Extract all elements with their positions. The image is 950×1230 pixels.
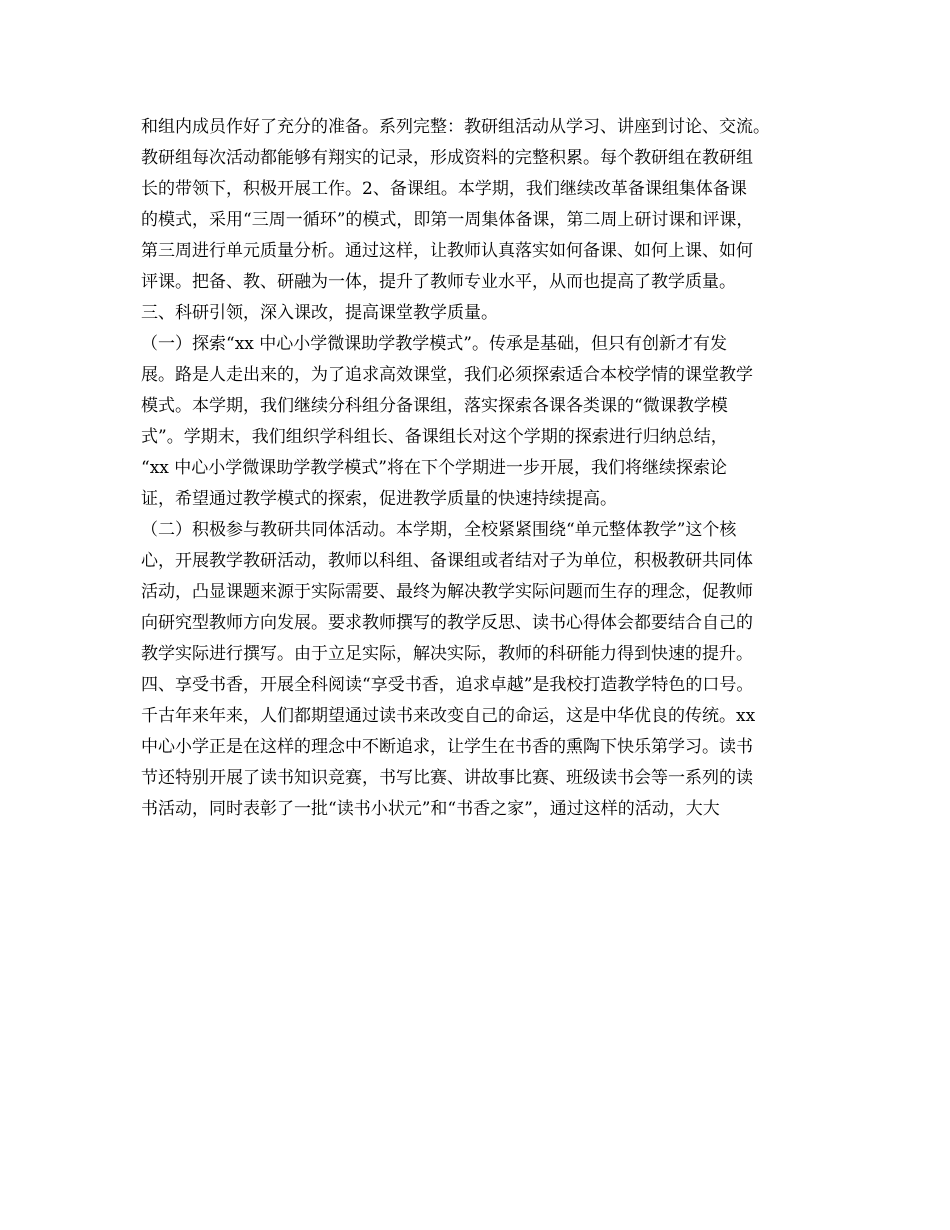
text-line: 教研组每次活动都能够有翔实的记录，形成资料的完整积累。每个教研组在教研组 (141, 148, 753, 168)
text-line: 长的带领下，积极开展工作。2、备课组。本学期，我们继续改革备课组集体备课 (141, 179, 747, 199)
text-line: 模式。本学期，我们继续分科组分备课组，落实探索各课各类课的“微课教学模 (141, 396, 728, 416)
text-line: 证，希望通过教学模式的探索，促进教学质量的快速持续提高。 (141, 489, 617, 509)
text-line: 书活动，同时表彰了一批“读书小状元”和“书香之家”，通过这样的活动，大大 (141, 799, 720, 819)
text-line: 向研究型教师方向发展。要求教师撰写的教学反思、读书心得体会都要结合自己的 (141, 613, 753, 633)
text-line: 评课。把备、教、研融为一体，提升了教师专业水平，从而也提高了教学质量。 (141, 272, 736, 292)
text-line: 教学实际进行撰写。由于立足实际，解决实际，教师的科研能力得到快速的提升。 (141, 644, 753, 664)
text-line: 和组内成员作好了充分的准备。系列完整：教研组活动从学习、讲座到讨论、交流。 (141, 117, 770, 137)
text-line: 展。路是人走出来的，为了追求高效课堂，我们必须探索适合本校学情的课堂教学 (141, 365, 753, 385)
section-heading: 三、科研引领，深入课改，提高课堂教学质量。 (141, 303, 498, 323)
text-line: “xx 中心小学微课助学教学模式”将在下个学期进一步开展，我们将继续探索论 (141, 458, 727, 478)
text-line: 心，开展教学教研活动，教师以科组、备课组或者结对子为单位，积极教研共同体 (141, 551, 753, 571)
text-line: （二）积极参与教研共同体活动。本学期，全校紧紧围绕“单元整体教学”这个核 (141, 520, 737, 540)
text-line: 第三周进行单元质量分析。通过这样，让教师认真落实如何备课、如何上课、如何 (141, 241, 753, 261)
text-line: 中心小学正是在这样的理念中不断追求，让学生在书香的熏陶下快乐第学习。读书 (141, 737, 753, 757)
section-heading: 四、享受书香，开展全科阅读“享受书香，追求卓越”是我校打造教学特色的口号。 (141, 675, 754, 695)
text-line: （一）探索“xx 中心小学微课助学教学模式”。传承是基础，但只有创新才有发 (141, 334, 727, 354)
text-line: 千古年来年来，人们都期望通过读书来改变自己的命运，这是中华优良的传统。xx (141, 706, 756, 726)
text-line: 节还特别开展了读书知识竞赛，书写比赛、讲故事比赛、班级读书会等一系列的读 (141, 768, 753, 788)
text-line: 的模式，采用“三周一循环”的模式，即第一周集体备课，第二周上研讨课和评课， (141, 210, 754, 230)
body-text (141, 112, 841, 825)
text-line: 活动，凸显课题来源于实际需要、最终为解决教学实际问题而生存的理念，促教师 (141, 582, 753, 602)
text-line: 式”。学期末，我们组织学科组长、备课组长对这个学期的探索进行归纳总结， (141, 427, 728, 447)
